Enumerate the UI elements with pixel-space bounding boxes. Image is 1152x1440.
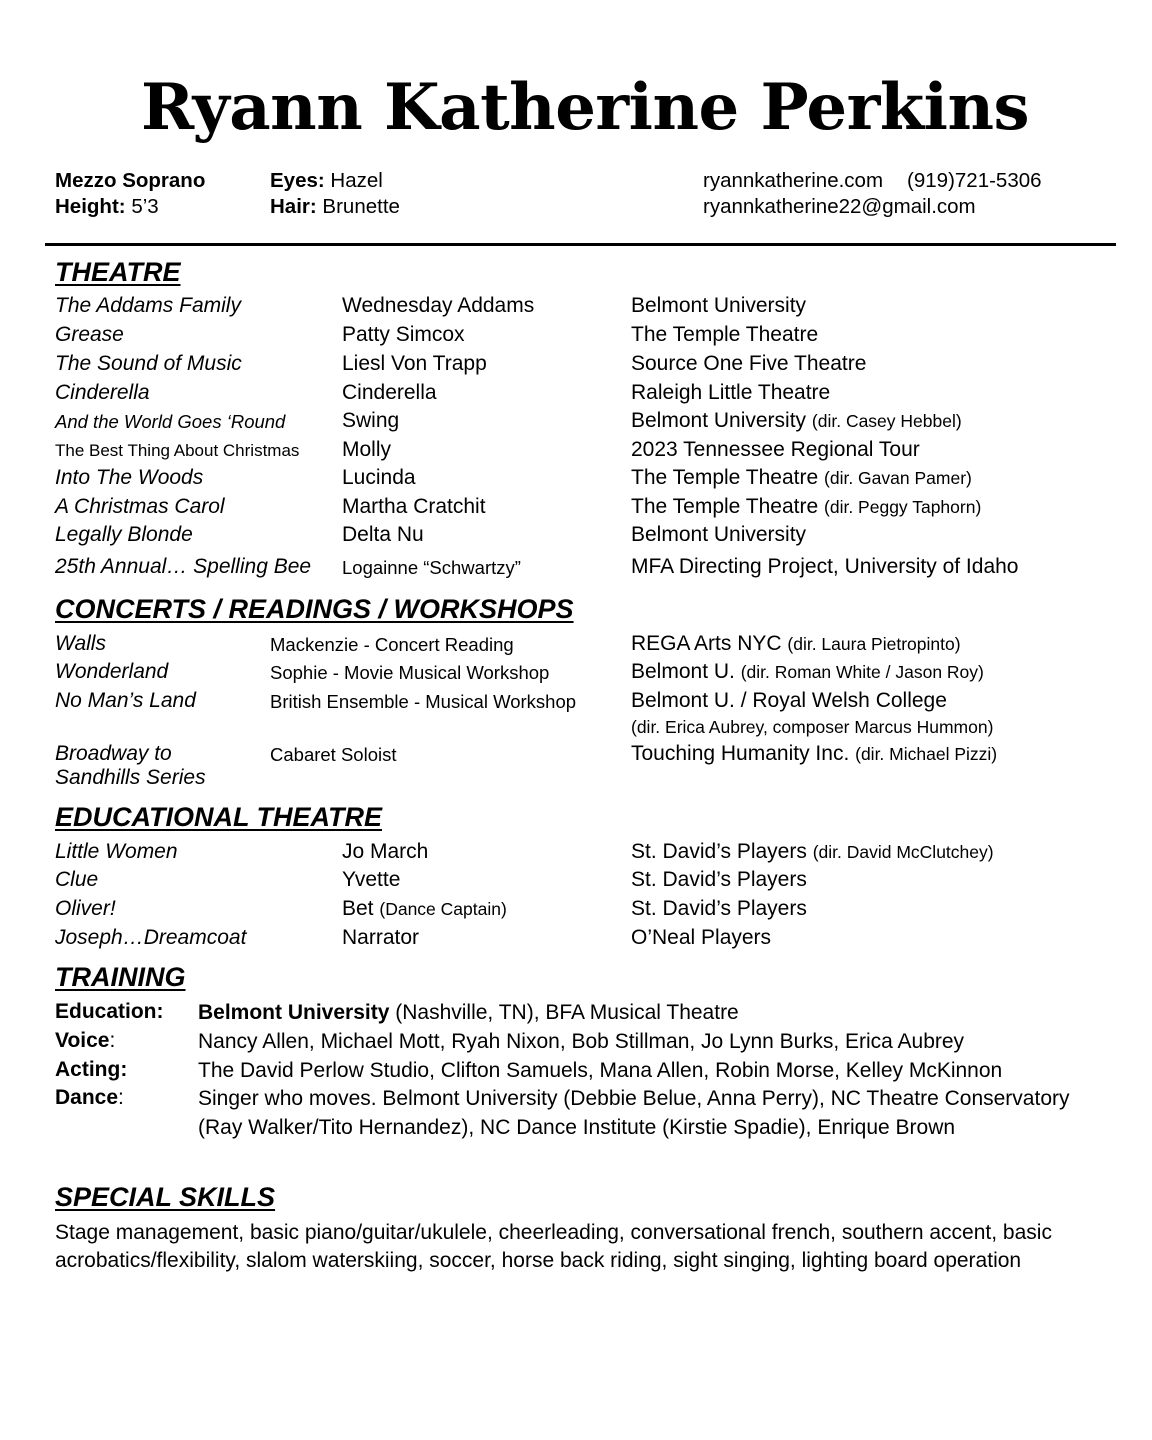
role: Swing	[342, 409, 400, 432]
venue: The Temple Theatre	[631, 495, 819, 518]
venue: St. David’s Players	[631, 840, 807, 863]
education-details: (Nashville, TN), BFA Musical Theatre	[395, 1001, 739, 1024]
venue: Belmont University	[631, 523, 807, 546]
role: Cabaret Soloist	[270, 744, 397, 765]
venue: Belmont University	[631, 409, 807, 432]
venue: 2023 Tennessee Regional Tour	[631, 438, 920, 461]
venue: Touching Humanity Inc.	[631, 742, 850, 765]
voice-value: Nancy Allen, Michael Mott, Ryah Nixon, Bob Stillman, Jo Lynn Burks, Erica Aubrey	[198, 1030, 965, 1053]
concert-row	[55, 742, 1152, 794]
director-note: (dir. Laura Pietropinto)	[787, 634, 961, 654]
show-title: The Addams Family	[55, 294, 241, 317]
director-note: (dir. David McClutchey)	[812, 842, 994, 862]
theatre-row	[55, 466, 1152, 494]
dance-line-2: (Ray Walker/Tito Hernandez), NC Dance Institute (Kirstie Spadie), Enrique Brown	[198, 1116, 956, 1139]
resume-name: Ryann Katherine Perkins	[140, 70, 1030, 145]
eyes-value: Hazel	[330, 169, 383, 192]
venue: The Temple Theatre	[631, 466, 819, 489]
section-title-training: TRAINING	[55, 962, 186, 992]
theatre-row	[55, 323, 1152, 351]
role-note: (Dance Captain)	[379, 899, 507, 919]
theatre-row	[55, 409, 1152, 437]
voice-label-wrap: Voice:	[55, 1029, 116, 1052]
theatre-row	[55, 523, 1152, 551]
theatre-row	[55, 352, 1152, 380]
show-title: Joseph…Dreamcoat	[55, 926, 247, 949]
website-link[interactable]: ryannkatherine.com	[703, 169, 884, 192]
role: Bet	[342, 897, 374, 920]
director-note: (dir. Peggy Taphorn)	[824, 497, 982, 517]
venue: Raleigh Little Theatre	[631, 381, 831, 404]
concert-row	[55, 632, 1152, 660]
phone-number[interactable]: (919)721-5306	[907, 169, 1042, 192]
theatre-row	[55, 495, 1152, 523]
role: Sophie - Movie Musical Workshop	[270, 662, 550, 683]
director-note: (dir. Gavan Pamer)	[824, 468, 972, 488]
section-title-skills: SPECIAL SKILLS	[55, 1182, 276, 1212]
role: Liesl Von Trapp	[342, 352, 487, 375]
role: Wednesday Addams	[342, 294, 535, 317]
show-title: And the World Goes ‘Round	[55, 411, 286, 432]
venue: Belmont University	[631, 294, 807, 317]
role: British Ensemble - Musical Workshop	[270, 691, 577, 712]
show-title: No Man’s Land	[55, 689, 196, 712]
show-title: Little Women	[55, 840, 178, 863]
education-school: Belmont University	[198, 1001, 390, 1024]
theatre-row	[55, 555, 1152, 583]
dance-value	[198, 1084, 1070, 1142]
height-label: Height:	[55, 195, 126, 218]
concert-row	[55, 689, 1152, 737]
show-title: The Best Thing About Christmas	[55, 441, 300, 460]
show-title: A Christmas Carol	[55, 495, 225, 518]
concert-row	[55, 660, 1152, 688]
role: Jo March	[342, 840, 429, 863]
show-title-line2: Sandhills Series	[55, 766, 206, 789]
skills-text	[55, 1219, 1125, 1275]
voice-type: Mezzo Soprano	[55, 169, 206, 192]
director-note: (dir. Casey Hebbel)	[811, 411, 962, 431]
dance-label-wrap: Dance:	[55, 1086, 124, 1109]
show-title: Legally Blonde	[55, 523, 193, 546]
show-title: Clue	[55, 868, 99, 891]
theatre-row	[55, 381, 1152, 409]
education-label: Education:	[55, 1000, 164, 1023]
educational-row	[55, 840, 1152, 868]
venue: The Temple Theatre	[631, 323, 819, 346]
director-note: (dir. Roman White / Jason Roy)	[740, 662, 984, 682]
skills-line-2: acrobatics/flexibility, slalom waterskiing, soccer, horse back riding, sight singing, lighting board operation	[55, 1249, 1022, 1272]
education-value	[198, 998, 739, 1027]
dance-label: Dance	[55, 1086, 119, 1109]
educational-row	[55, 897, 1152, 925]
eyes-label: Eyes:	[270, 169, 325, 192]
venue: Belmont U. / Royal Welsh College	[631, 689, 947, 712]
venue: MFA Directing Project, University of Idaho	[631, 555, 1019, 578]
section-title-theatre: THEATRE	[55, 257, 181, 287]
role: Molly	[342, 438, 392, 461]
show-title: The Sound of Music	[55, 352, 242, 375]
show-title: Walls	[55, 632, 106, 655]
voice-label: Voice	[55, 1029, 110, 1052]
show-title: Oliver!	[55, 897, 116, 920]
venue: Source One Five Theatre	[631, 352, 867, 375]
role: Martha Cratchit	[342, 495, 486, 518]
venue: REGA Arts NYC	[631, 632, 782, 655]
skills-line-1: Stage management, basic piano/guitar/ukulele, cheerleading, conversational french, southern accent, basic	[55, 1221, 1052, 1244]
section-title-educational: EDUCATIONAL THEATRE	[55, 802, 382, 832]
director-note: (dir. Michael Pizzi)	[855, 744, 998, 764]
hair-value: Brunette	[322, 195, 400, 218]
height-value: 5’3	[131, 195, 159, 218]
acting-label: Acting:	[55, 1058, 128, 1081]
email-link[interactable]: ryannkatherine22@gmail.com	[703, 195, 976, 218]
role: Mackenzie - Concert Reading	[270, 634, 514, 655]
hair-label: Hair:	[270, 195, 317, 218]
show-title: 25th Annual… Spelling Bee	[55, 555, 312, 578]
venue: St. David’s Players	[631, 897, 807, 920]
header-mid-block	[270, 168, 400, 220]
venue: O’Neal Players	[631, 926, 772, 949]
section-title-concerts: CONCERTS / READINGS / WORKSHOPS	[55, 594, 574, 624]
show-title: Grease	[55, 323, 124, 346]
header-contact-block	[703, 168, 1042, 220]
educational-row	[55, 868, 1152, 896]
role: Lucinda	[342, 466, 416, 489]
header-divider	[45, 243, 1116, 246]
role: Yvette	[342, 868, 401, 891]
show-title: Wonderland	[55, 660, 169, 683]
header-left-block	[55, 168, 205, 220]
theatre-row	[55, 438, 1152, 466]
venue: Belmont U.	[631, 660, 735, 683]
acting-value: The David Perlow Studio, Clifton Samuels, Mana Allen, Robin Morse, Kelley McKinnon	[198, 1059, 1003, 1082]
role: Narrator	[342, 926, 420, 949]
role: Delta Nu	[342, 523, 424, 546]
show-title: Cinderella	[55, 381, 150, 404]
role: Cinderella	[342, 381, 437, 404]
show-title: Broadway to	[55, 742, 172, 765]
theatre-row	[55, 294, 1152, 322]
director-note: (dir. Erica Aubrey, composer Marcus Hummon)	[631, 717, 994, 737]
dance-line-1: Singer who moves. Belmont University (Debbie Belue, Anna Perry), NC Theatre Conservatory	[198, 1087, 1070, 1110]
educational-row	[55, 926, 1152, 954]
venue: St. David’s Players	[631, 868, 807, 891]
role: Patty Simcox	[342, 323, 465, 346]
role: Logainne “Schwartzy”	[342, 557, 521, 578]
show-title: Into The Woods	[55, 466, 204, 489]
